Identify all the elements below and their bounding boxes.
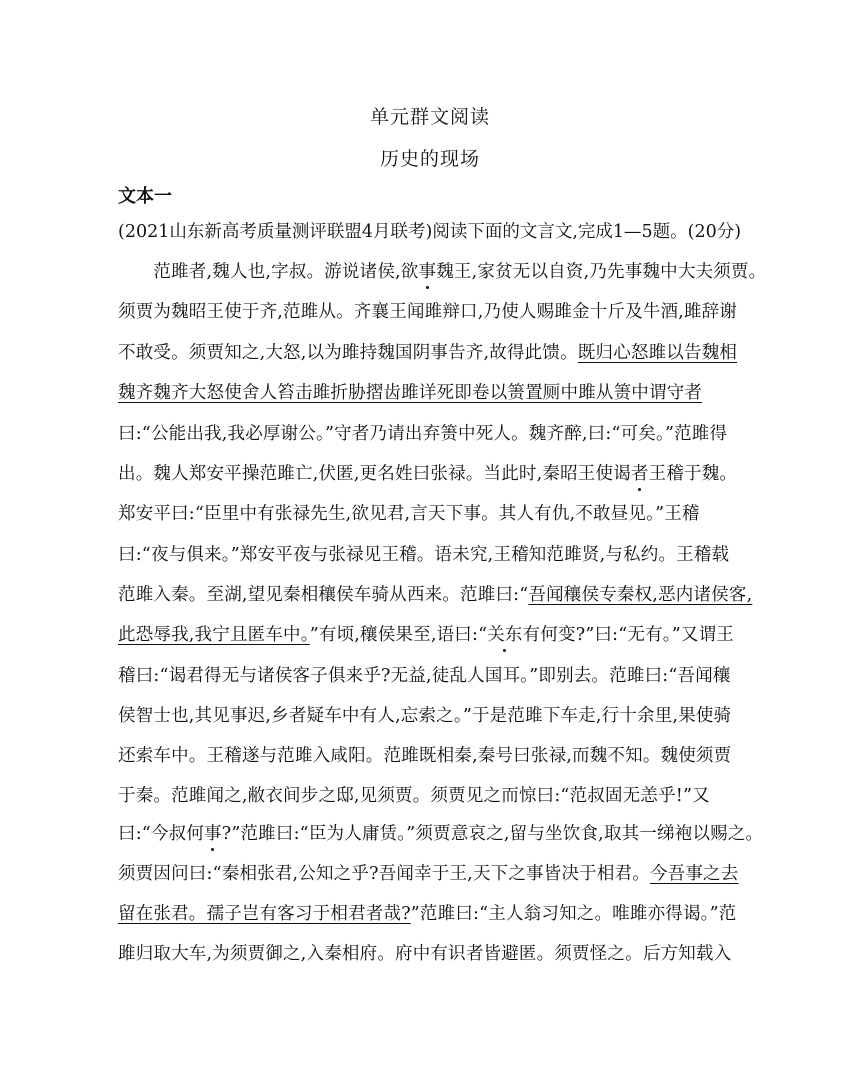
text-line-8: 曰:“夜与俱来。”郑安平夜与张禄见王稽。语未究,王稽知范雎贤,与私约。王稽载 (118, 545, 730, 565)
question-source-line: (2021山东新高考质量测评联盟4月联考)阅读下面的文言文,完成1—5题。(20分) (118, 222, 742, 242)
text-line-7: 郑安平曰:“臣里中有张禄先生,欲见君,言天下事。其人有仇,不敢昼见。”王稽 (118, 504, 700, 524)
underlined-passage: 此恐辱我,我宁且匿车中。 (118, 625, 310, 645)
text-line-2: 须贾为魏昭王使于齐,范雎从。齐襄王闻雎辩口,乃使人赐雎金十斤及牛酒,雎辞谢 (118, 302, 738, 322)
section-heading: 文本一 (118, 186, 172, 207)
text-line-14: 于秦。范雎闻之,敝衣间步之邸,见须贾。须贾见之而惊曰:“范叔固无恙乎!”又 (118, 786, 710, 806)
text-line-11: 稽曰:“谒君得无与诸侯客子俱来乎?无益,徒乱人国耳。”即别去。范雎曰:“吾闻穰 (118, 666, 731, 686)
emphasis-dot-word: 事 (204, 820, 222, 845)
emphasis-dot-word: 者 (631, 460, 649, 485)
text-line-1: 范雎者,魏人也,字叔。游说诸侯,欲事魏王,家贫无以自资,乃先事魏中大夫须贾。 (118, 258, 766, 283)
underlined-passage: 今吾事之去 (649, 864, 739, 884)
underlined-passage: 留在张君。孺子岂有客习于相君者哉? (118, 904, 411, 924)
text-line-4 (118, 379, 702, 404)
emphasis-dot-word: 事 (419, 258, 437, 283)
text-line-15: 曰:“今叔何事?”范雎曰:“臣为人庸赁。”须贾意哀之,留与坐饮食,取其一绨袍以赐之。 (118, 820, 763, 845)
page-subtitle: 历史的现场 (379, 148, 480, 170)
text-line-5: 曰:“公能出我,我必厚谢公。”守者乃请出弃箦中死人。魏齐醉,曰:“可矣。”范雎得 (118, 424, 728, 444)
text-line-13: 还索车中。王稽遂与范雎入咸阳。范雎既相秦,秦号曰张禄,而魏不知。魏使须贾 (118, 746, 732, 766)
text-line-3: 不敢受。须贾知之,大怒,以为雎持魏国阴事告齐,故得此馈。既归心怒雎以告魏相 (118, 343, 738, 363)
underlined-passage: 魏齐魏齐大怒使舍人笞击雎折胁摺齿雎详死即卷以箦置厕中雎从箦中谓守者 (118, 383, 703, 403)
text-line-16: 须贾因问曰:“秦相张君,公知之乎?吾闻幸于王,天下之事皆决于相君。今吾事之去 (118, 864, 739, 884)
underlined-passage: 吾闻穰侯专秦权,恶内诸侯客, (528, 585, 753, 605)
text-line-10: 此恐辱我,我宁且匿车中。”有顷,穰侯果至,语曰:“关东有何变?”曰:“无有。”又谓王 (118, 621, 734, 646)
emphasis-dot-word: 关东 (487, 621, 522, 646)
text-line-9: 范雎入秦。至湖,望见秦相穰侯车骑从西来。范雎曰:“吾闻穰侯专秦权,恶内诸侯客, (118, 585, 753, 605)
page-title: 单元群文阅读 (369, 106, 490, 128)
text-line-17: 留在张君。孺子岂有客习于相君者哉?”范雎曰:“主人翁习知之。唯雎亦得谒。”范 (118, 904, 737, 924)
underlined-passage: 既归心怒雎以告魏相 (577, 343, 738, 363)
text-line-12: 侯智士也,其见事迟,乡者疑车中有人,忘索之。”于是范雎下车走,行十余里,果使骑 (118, 706, 732, 726)
text-line-6: 出。魏人郑安平操范雎亡,伏匿,更名姓曰张禄。当此时,秦昭王使谒者王稽于魏。 (118, 460, 737, 485)
text-line-18: 雎归取大车,为须贾御之,入秦相府。府中有识者皆避匿。须贾怪之。后方知载入 (118, 944, 732, 964)
